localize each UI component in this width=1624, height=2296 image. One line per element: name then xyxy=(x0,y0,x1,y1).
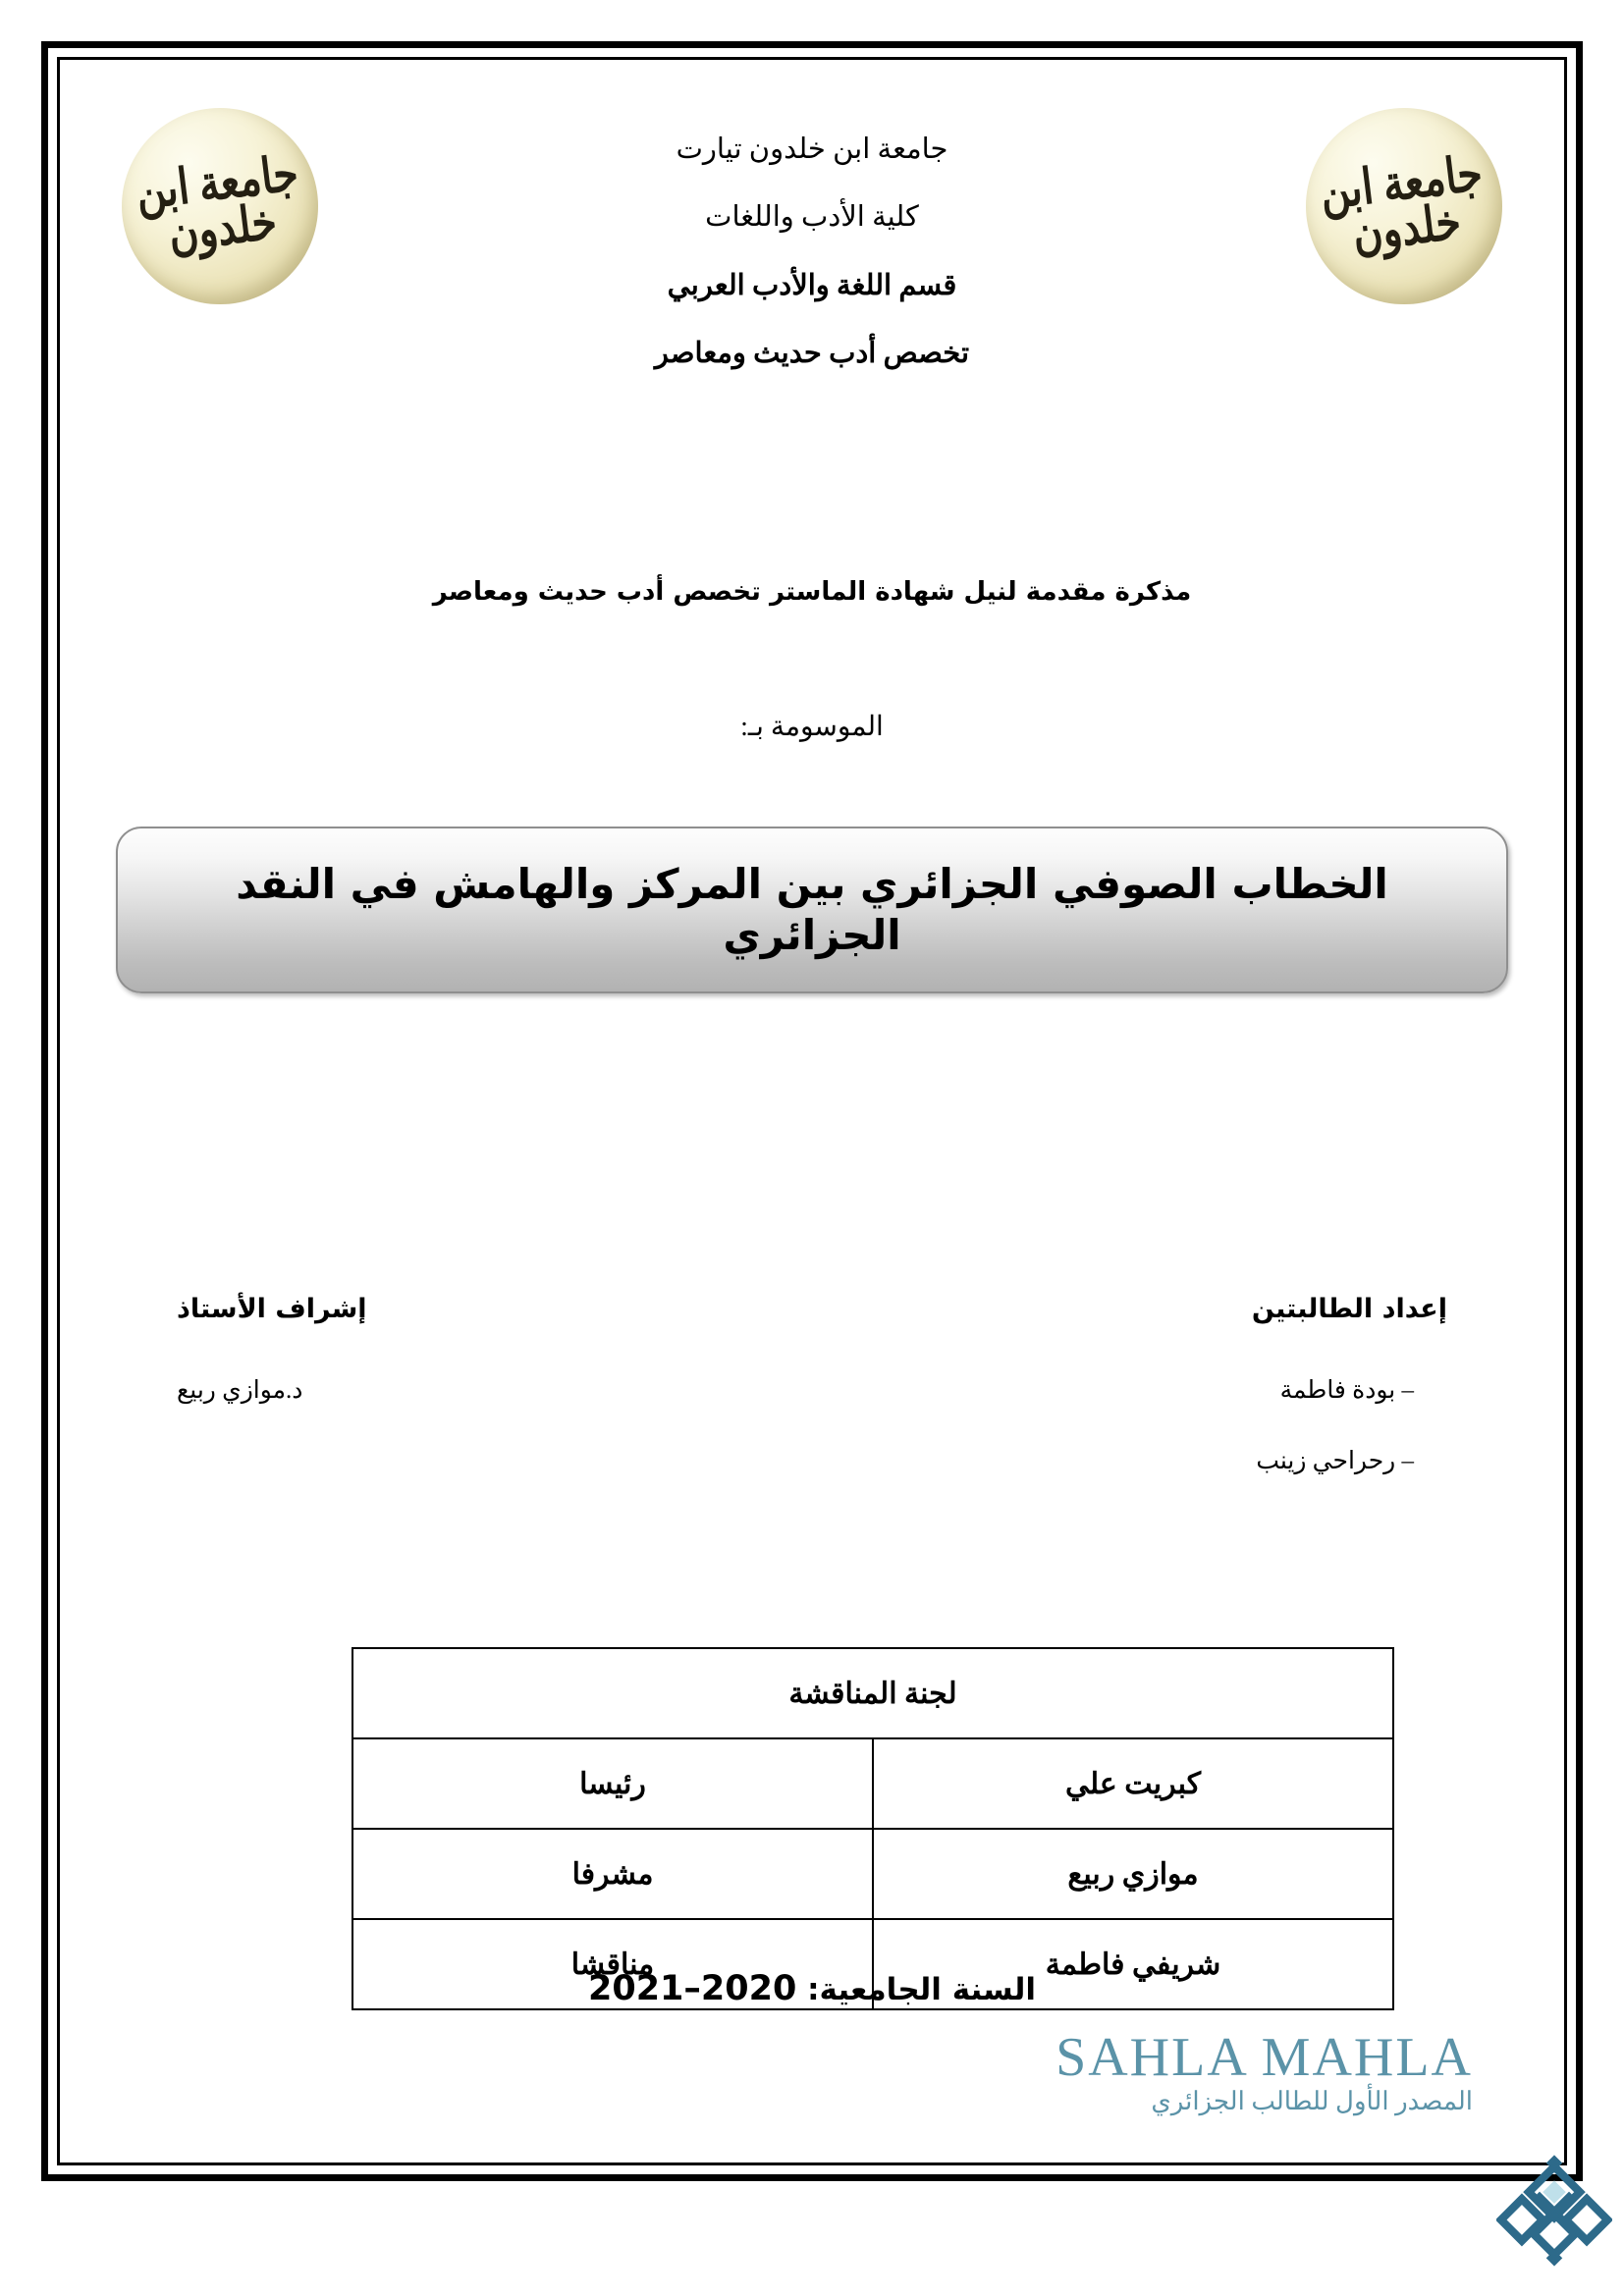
table-row xyxy=(352,1738,1393,1829)
page-title: الخطاب الصوفي الجزائري بين المركز والهامش في النقد الجزائري xyxy=(236,859,1388,959)
jury-member-role: مناقشا xyxy=(352,1919,873,2009)
institution-header xyxy=(57,133,1567,405)
thesis-title-box xyxy=(116,827,1508,993)
table-row xyxy=(352,1829,1393,1919)
academic-year-label: السنة الجامعية: xyxy=(807,1972,1036,2007)
supervisor-column xyxy=(116,1294,756,1517)
page-content xyxy=(57,57,1567,2165)
authors-supervisor-row xyxy=(116,1294,1508,1517)
academic-year xyxy=(57,1969,1567,2008)
jury-member-name: موازي ربيع xyxy=(873,1829,1393,1919)
supervisor-name: د.موازي ربيع xyxy=(177,1377,303,1404)
header-line-department: قسم اللغة والأدب العربي xyxy=(667,269,957,301)
jury-member-role: مشرفا xyxy=(352,1829,873,1919)
submission-statement: مذكرة مقدمة لنيل شهادة الماستر تخصص أدب حديث ومعاصر xyxy=(432,577,1192,607)
academic-year-value: 2020–2021 xyxy=(588,1969,797,2008)
jury-table-header: لجنة المناقشة xyxy=(352,1648,1393,1738)
marked-as-label: الموسومة بـ: xyxy=(740,712,884,742)
student-name: – رحراحي زينب xyxy=(1256,1448,1414,1474)
header-line-faculty: كلية الأدب واللغات xyxy=(705,201,919,234)
university-seal-calligraphy: جامعة ابن خلدون xyxy=(133,143,301,263)
jury-member-name: كبريت علي xyxy=(873,1738,1393,1829)
jury-member-name: شريفي فاطمة xyxy=(873,1919,1393,2009)
header-line-specialization: تخصص أدب حديث ومعاصر xyxy=(654,338,970,370)
brand-watermark xyxy=(1056,2027,1473,2115)
diamond-ornament-icon xyxy=(1496,2153,1612,2269)
jury-committee-table xyxy=(352,1647,1394,2010)
students-column xyxy=(868,1294,1508,1517)
brand-name: SAHLA MAHLA xyxy=(1056,2027,1473,2088)
supervisor-heading: إشراف الأستاذ xyxy=(177,1294,367,1324)
student-name: – بودة فاطمة xyxy=(1279,1377,1414,1404)
jury-member-role: رئيسا xyxy=(352,1738,873,1829)
university-seal-calligraphy: جامعة ابن خلدون xyxy=(1317,143,1486,263)
table-row-header xyxy=(352,1648,1393,1738)
students-heading: إعداد الطالبتين xyxy=(1251,1294,1447,1324)
brand-tagline: المصدر الأول للطالب الجزائري xyxy=(1151,2087,1473,2115)
header-line-university: جامعة ابن خلدون تيارت xyxy=(676,133,948,165)
